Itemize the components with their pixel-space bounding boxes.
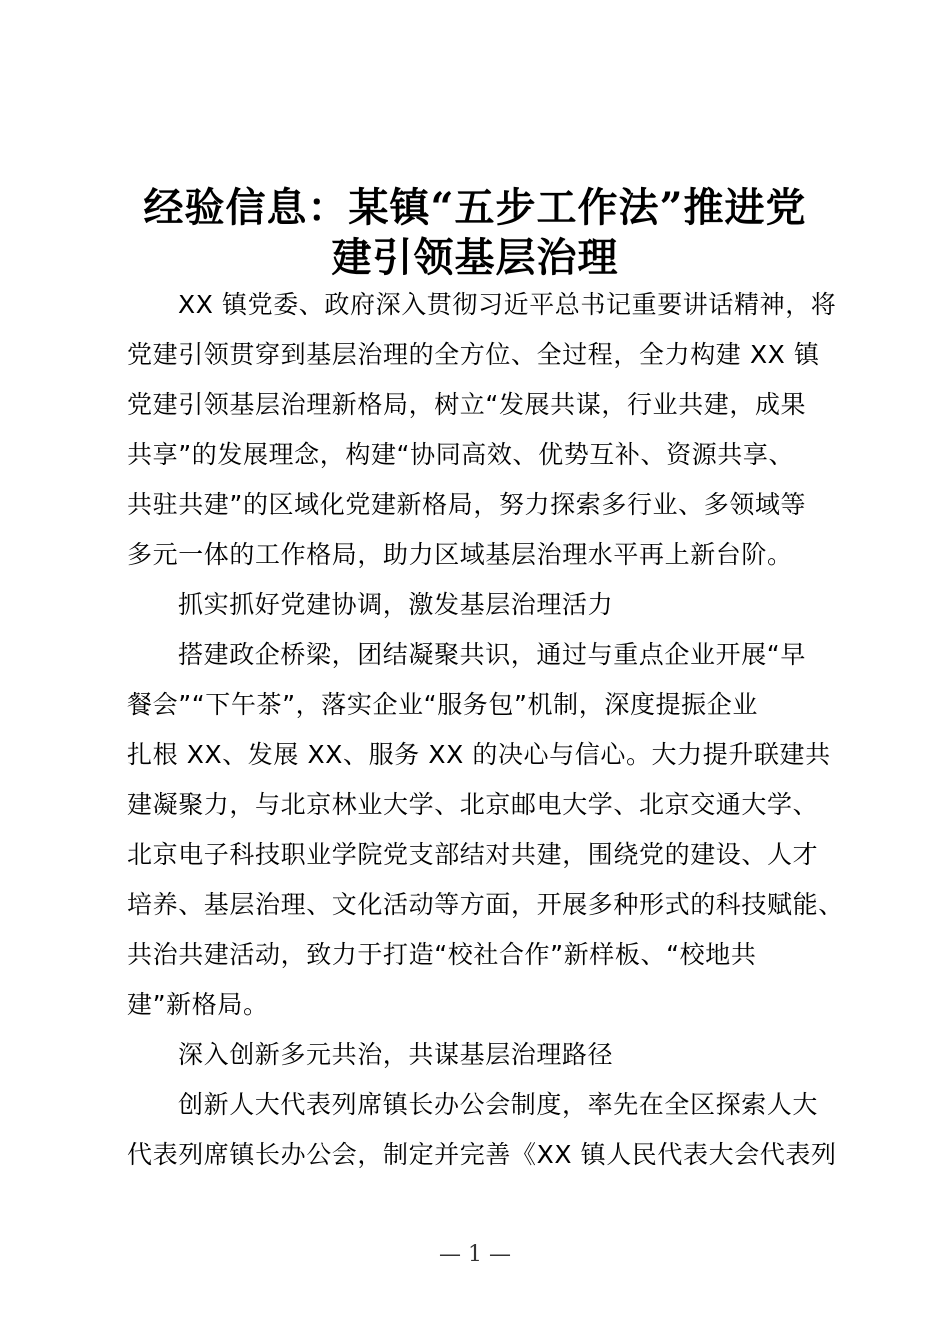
section-heading-1: 抓实抓好党建协调，激发基层治理活力 bbox=[178, 590, 614, 619]
section-heading-2: 深入创新多元共治，共谋基层治理路径 bbox=[178, 1040, 614, 1069]
paragraph-3-line-1: 创新人大代表列席镇长办公会制度，率先在全区探索人大 bbox=[178, 1090, 819, 1119]
paragraph-2-line-7: 共治共建活动，致力于打造“校社合作”新样板、“校地共 bbox=[127, 940, 757, 969]
paragraph-1-line-4: 共享”的发展理念，构建“协同高效、优势互补、资源共享、 bbox=[127, 440, 795, 469]
paragraph-2-line-6: 培养、基层治理、文化活动等方面，开展多种形式的科技赋能、 bbox=[127, 890, 844, 919]
paragraph-1-line-3: 党建引领基层治理新格局，树立“发展共谋，行业共建，成果 bbox=[127, 390, 807, 419]
document-title-line-1: 经验信息：某镇“五步工作法”推进党 bbox=[143, 184, 807, 231]
paragraph-1-line-2: 党建引领贯穿到基层治理的全方位、全过程，全力构建 XX 镇 bbox=[127, 340, 820, 369]
paragraph-1-line-5: 共驻共建”的区域化党建新格局，努力探索多行业、多领域等 bbox=[127, 490, 807, 519]
paragraph-2-line-2: 餐会”“下午茶”，落实企业“服务包”机制，深度提振企业 bbox=[127, 690, 758, 719]
paragraph-3-line-2: 代表列席镇长办公会，制定并完善《XX 镇人民代表大会代表列 bbox=[127, 1140, 837, 1169]
paragraph-2-line-8: 建”新格局。 bbox=[127, 990, 269, 1019]
document-title-line-2: 建引领基层治理 bbox=[331, 234, 619, 281]
paragraph-2-line-4: 建凝聚力，与北京林业大学、北京邮电大学、北京交通大学、 bbox=[127, 790, 819, 819]
paragraph-1-line-6: 多元一体的工作格局，助力区域基层治理水平再上新台阶。 bbox=[127, 540, 793, 569]
paragraph-1-line-1: XX 镇党委、政府深入贯彻习近平总书记重要讲话精神，将 bbox=[178, 290, 837, 319]
page-number: — 1 — bbox=[439, 1242, 511, 1267]
paragraph-2-line-5: 北京电子科技职业学院党支部结对共建，围绕党的建设、人才 bbox=[127, 840, 819, 869]
paragraph-2-line-3: 扎根 XX、发展 XX、服务 XX 的决心与信心。大力提升联建共 bbox=[127, 740, 831, 769]
paragraph-2-line-1: 搭建政企桥梁，团结凝聚共识，通过与重点企业开展“早 bbox=[178, 640, 806, 669]
